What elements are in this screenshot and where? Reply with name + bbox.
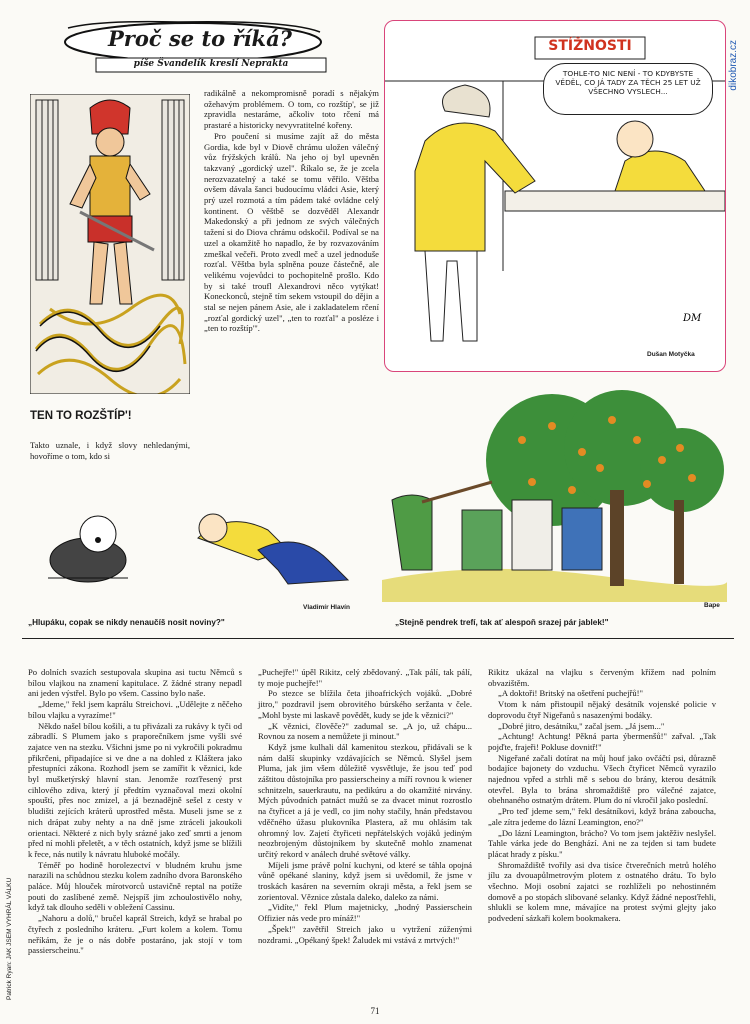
article-paragraph: radikálně a nekompromisně poradí s nějakým ožehavým problémem. O tom, co rozštíp', se již zpravidla nestaráme, ačkoliv toto rčení má prastaré a historicky nevyvratitelné kořeny. (204, 88, 379, 131)
story-paragraph: „Puchejře!" úpěl Rikitz, celý zbědovaný. „Tak pálí, tak pálí, ty moje puchejře!" (258, 667, 472, 688)
story-paragraph: Vtom k nám přistoupil nějaký desátník vojenské policie v doprovodu čtyř Nigeřanů s nasazenými bodáky. (488, 699, 716, 720)
article-intro (30, 440, 190, 461)
story-paragraph: „Achtung! Achtung! Pěkná parta ýbermenšů!" zařval. „Tak pojďte, frajeři! Pokluse dovnitř!" (488, 731, 716, 752)
story-paragraph: „Pro teď jdeme sem," řekl desátníkovi, když brána zaboucha, „ale zítra jedeme do lázní Leamington, eno?" (488, 806, 716, 827)
story-paragraph: Někdo našel bílou košili, a tu přivázali za rukávy k tyči od zábradlí. S Plumem jako s praporečníkem jsme vyšli své zajatce ven na stezku. Všichni jsme po ni vykročili pokradmu přikrčeni, připadajíce si ve dne a na dohled z Kláštera jako přestupníci zákona. Rozhodl jsem se zamířit k věznici, kde byl mušketýrský hlavní stan. Jenomže rozťřesený prst cihlového zdiva, který jí předtím vyznačoval mezi okolní spouští, přes noc zmizel, a já beznadějně sešel z cesty v bludišti zejících kráterů uprostřed města. Museli jsme se z nich drápat zuby nehty a na dně jsme ztráceli jakoukoli orientaci. Některé z nich byly srázné jako zeď smrti a jenom před ní mohli přeletět, a v těch ostatních, když jsme se blížili k řece, nás nutily k návratu hluboké močály. (28, 720, 242, 859)
series-title: Proč se to říká? (108, 26, 292, 51)
article-intro-text: Takto uznale, i když slovy nehledanými, hovoříme o tom, kdo si (30, 440, 190, 461)
story-paragraph: „Dobré jitro, desátníku," začal jsem. „Já jsem..." (498, 720, 665, 731)
svg-text:DM: DM (683, 313, 702, 324)
complaints-cartoon (384, 20, 726, 372)
complaints-sign: STÍŽNOSTI (548, 38, 632, 54)
section-divider (22, 638, 734, 639)
story-paragraph: „K věznici, člověče?" zadumal se. „A jo, už chápu... Rovnou za nosem a nemůžete ji minout." (258, 720, 472, 742)
apple-tree-cartoon (382, 390, 727, 609)
story-paragraph: Nigeřané začali dotírat na můj houf jako ovčáčtí psi, důrazně bodajíce bajonety do vzduchu. Všech čtyřicet Němců vyrazilo najednou vpřed a strhli mě s sebou do brány, kterou desátník otevřel. Byla to brána shromaždiště pro válečné zajatce, obehnaného ostnatým drátem. Plum do ní vkročil jako poslední. (488, 752, 716, 806)
story-column-2 (258, 667, 472, 945)
page-number: 71 (370, 1006, 380, 1016)
story-paragraph: Po dolních svazích sestupovala skupina asi tuctu Němců s bílou vlajkou na znamení kapitulace. Z žádné strany nepadl ani jeden výstřel. Bylo po všem. Cassino bylo naše. (28, 667, 242, 699)
story-paragraph: Když jsme kulhali dál kamenitou stezkou, přidávali se k nám další skupinky vzdávajících se Němců. Slyšel jsem Pluma, jak jim všem důležitě vysvětluje, že jsou teď pod záštitou důstojníka pro passierscheiny a míří rovnou k wiener schnitzeln, sauerkrautu, na pedikúru a do okamžité nirvány. Mých původních patnáct mužů se za dvacet minut rozrostlo na čtyřicet a já je vedl, co jim nohy stačily, hnán představou vděčného úžasu plukovníka Plastera, až mu ohlásím tak ohromný lov. Zajetí čtyřiceti nepřátelských vojáků jediným neozbrojeným důstojníkem by skutečně mohlo znamenat určitý rekord v análech druhé světové války. (258, 741, 472, 859)
story-paragraph: Shromaždiště tvořily asi dva tisíce čtverečních metrů holého jílu za dvouapůlmetrovým plotem z ostnatého drátu. To bylo všechno. Moji osobní zajatci se rozhlíželi po nehostinném domově a po stopách slibované selanky. Když žádné neposťřehli, shlukli se kolem mne, mávajíce na protest svými glejty jako podvedení sázkaři kolem bookmakera. (488, 859, 716, 924)
story-paragraph: „Jdeme," řekl jsem kaprálu Streichovi. „Udělejte z něčeho bílou vlajku a vyrazíme!" (28, 699, 242, 720)
dog-newspaper-cartoon (28, 480, 378, 611)
site-watermark: dikobraz.cz (728, 40, 739, 91)
speech-bubble: TOHLE-TO NIC NENÍ - TO KDYBYSTE VĚDĚL, CO JÁ TADY ZA TĚCH 25 LET UŽ VŠECHNO VYSLECH... (543, 63, 713, 115)
story-paragraph: Rikitz ukázal na vlajku s červeným křížem nad polním obvazištěm. (488, 667, 716, 688)
apple-cartoon-caption: „Stejně pendrek trefí, tak ať alespoň srazej pár jablek!" (395, 618, 609, 627)
artist-credit: Vladimír Hlavín (303, 604, 350, 611)
story-paragraph: „A doktoři! Britský na ošetření puchejřů!" (498, 688, 644, 699)
story-paragraph: Míjeli jsme právě polní kuchyni, od které se táhla opojná vůně opékané slaniny, když jsem si uvědomil, že jsme v troskách kasáren na severním okraji města, a řekl jsem se zorientoval. Věznice zůstala daleko, daleko za námi. (258, 859, 472, 902)
story-paragraph: „Špek!" zavětřil Streich jako u vytržení zúženými nozdrami. „Opékaný špek! Žaludek mi vstává z mrtvých!" (258, 923, 472, 945)
series-logo (58, 18, 328, 76)
artist-credit: Bape (704, 602, 720, 609)
story-column-1 (28, 667, 242, 956)
series-byline: píše Švandelík kreslí Neprakta (133, 59, 289, 69)
article-body (204, 88, 379, 334)
article-paragraph: Pro poučení si musíme zajít až do města Gordia, kde byl v Diově chrámu uložen válečný vůz frýžských králů. Na jeho oj byl upevněn takzvaný „gordický uzel". Říkalo se, že je zcela nerozvazatelný a také se tomu věřilo. Věštba ovšem dávala šanci budoucímu vládci Asie, který prý uzel rozmotá a tím pádem také ovládne celý kontinent. O věštbě se dozvěděl Alexandr Makedonský a při jednom ze svých válečných tažení si do Diova chrámu odskočil. Podíval se na uzel a okamžitě ho napadlo, že by rozvazováním zmeškal večeři. Proto zvedl meč a uzel jednoduše rozťal. Věštba byla splněna pouze částečně, ale velikému vojevůdci to pochopitelně prošlo. Kdo by si také troufl Alexandrovi něco vytýkat! Koneckonců, stejně tím sekem vstoupil do dějin a stal se nejen pánem Asie, ale i zakladatelem rčení „rozťal gordický uzel", „ten to rozťal" a posléze i „ten to rozštíp'". (204, 130, 379, 334)
dog-cartoon-caption: „Hlupáku, copak se nikdy nenaučíš nosit noviny?" (28, 618, 225, 627)
side-credit: Patrick Ryan: JAK JSEM VYHRÁL VÁLKU (6, 877, 13, 1000)
article-subtitle: TEN TO ROZŠTÍP'! (30, 410, 132, 422)
story-paragraph: „Do lázní Leamington, brácho? Vo tom jsem jaktěživ neslyšel. Tahle várka jede do Benghází. Ani ne za tejden si tam budete plácat hrady z písku." (488, 827, 716, 859)
story-paragraph: Po stezce se blížila četa jihoafrických vojáků. „Dobré jitro," pozdravil jsem obrovitého búrského seržanta v čele. „Mohl byste mi laskavě povědět, kudy se jde k věznici?" (258, 688, 472, 720)
story-paragraph: „Nahoru a dolů," bručel kaprál Streich, když se hrabal po čtyřech z posledního kráteru. „Furt kolem a kolem. Tomu neříkám, že je o nás dobře postaráno, jak stojí v tom passierscheinu." (28, 913, 242, 956)
story-paragraph: „Vidíte," řekl Plum majetnicky, „hodný Passierschein Offizier nás vede pro mínáž!" (258, 902, 472, 924)
alexander-illustration (30, 94, 190, 394)
story-paragraph: Téměř po hodině horolezectví v bludném kruhu jsme narazili na schůdnou stezku kolem zadního dvora Baronského paláce. Můj hlouček mírotvorců ustavičně reptal na potíže pouti do zaslíbené země. Nejspíš jim zchoulostivělo nohy, když tak dlouho seděli v obležení Cassinu. (28, 859, 242, 913)
story-column-3 (488, 667, 716, 924)
artist-credit: Dušan Motyčka (647, 351, 695, 358)
